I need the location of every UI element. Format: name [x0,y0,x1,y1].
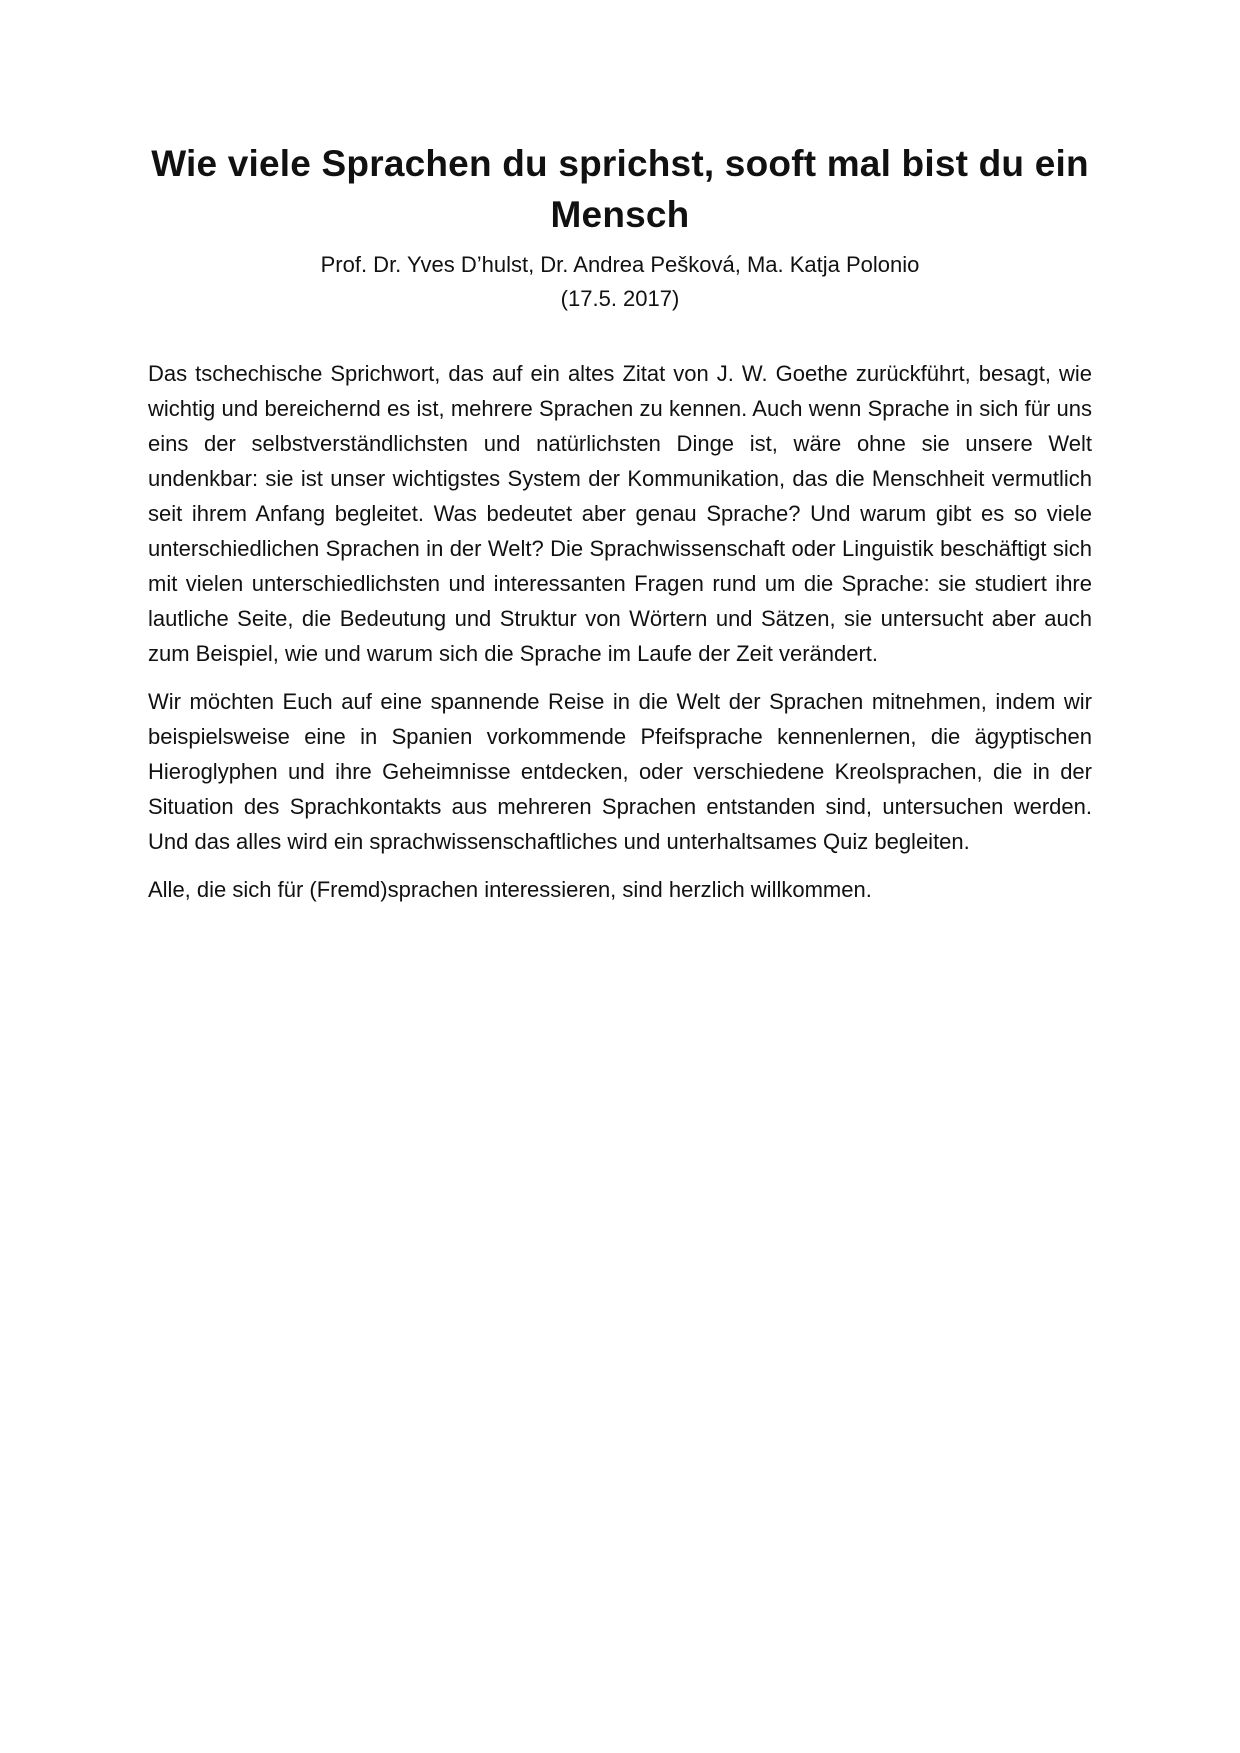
authors-line: Prof. Dr. Yves D’hulst, Dr. Andrea Pešková, Ma. Katja Polonio [320,252,920,277]
paragraph-2: Wir möchten Euch auf eine spannende Reise in die Welt der Sprachen mitnehmen, indem wir beispielsweise eine in Spanien vorkommende Pfeifsprache kennenlernen, die ägyptischen Hieroglyphen und ihre Geheimnisse entdecken, oder verschiedene Kreolsprachen, die in der Situation des Sprachkontakts aus mehreren Sprachen entstanden sind, untersuchen werden. Und das alles wird ein sprachwissenschaftliches und unterhaltsames Quiz begleiten. [148,689,1092,854]
document-page [148,138,1092,920]
date-line: (17.5. 2017) [560,286,680,311]
paragraph-1: Das tschechische Sprichwort, das auf ein altes Zitat von J. W. Goethe zurückführt, besagt, wie wichtig und bereichernd es ist, mehrere Sprachen zu kennen. Auch wenn Sprache in sich für uns eins der selbstverständlichsten und natürlichsten Dinge ist, wäre ohne sie unsere Welt undenkbar: sie ist unser wichtigstes System der Kommunikation, das die Menschheit vermutlich seit ihrem Anfang begleitet. Was bedeutet aber genau Sprache? Und warum gibt es so viele unterschiedlichen Sprachen in der Welt? Die Sprachwissenschaft oder Linguistik beschäftigt sich mit vielen unterschiedlichsten und interessanten Fragen rund um die Sprache: sie studiert ihre lautliche Seite, die Bedeutung und Struktur von Wörtern und Sätzen, sie untersucht aber auch zum Beispiel, wie und warum sich die Sprache im Laufe der Zeit verändert. [148,361,1092,666]
document-title: Wie viele Sprachen du sprichst, sooft mal bist du ein Mensch [151,143,1089,235]
document-body [148,356,1092,907]
paragraph-3: Alle, die sich für (Fremd)sprachen interessieren, sind herzlich willkommen. [148,877,872,902]
